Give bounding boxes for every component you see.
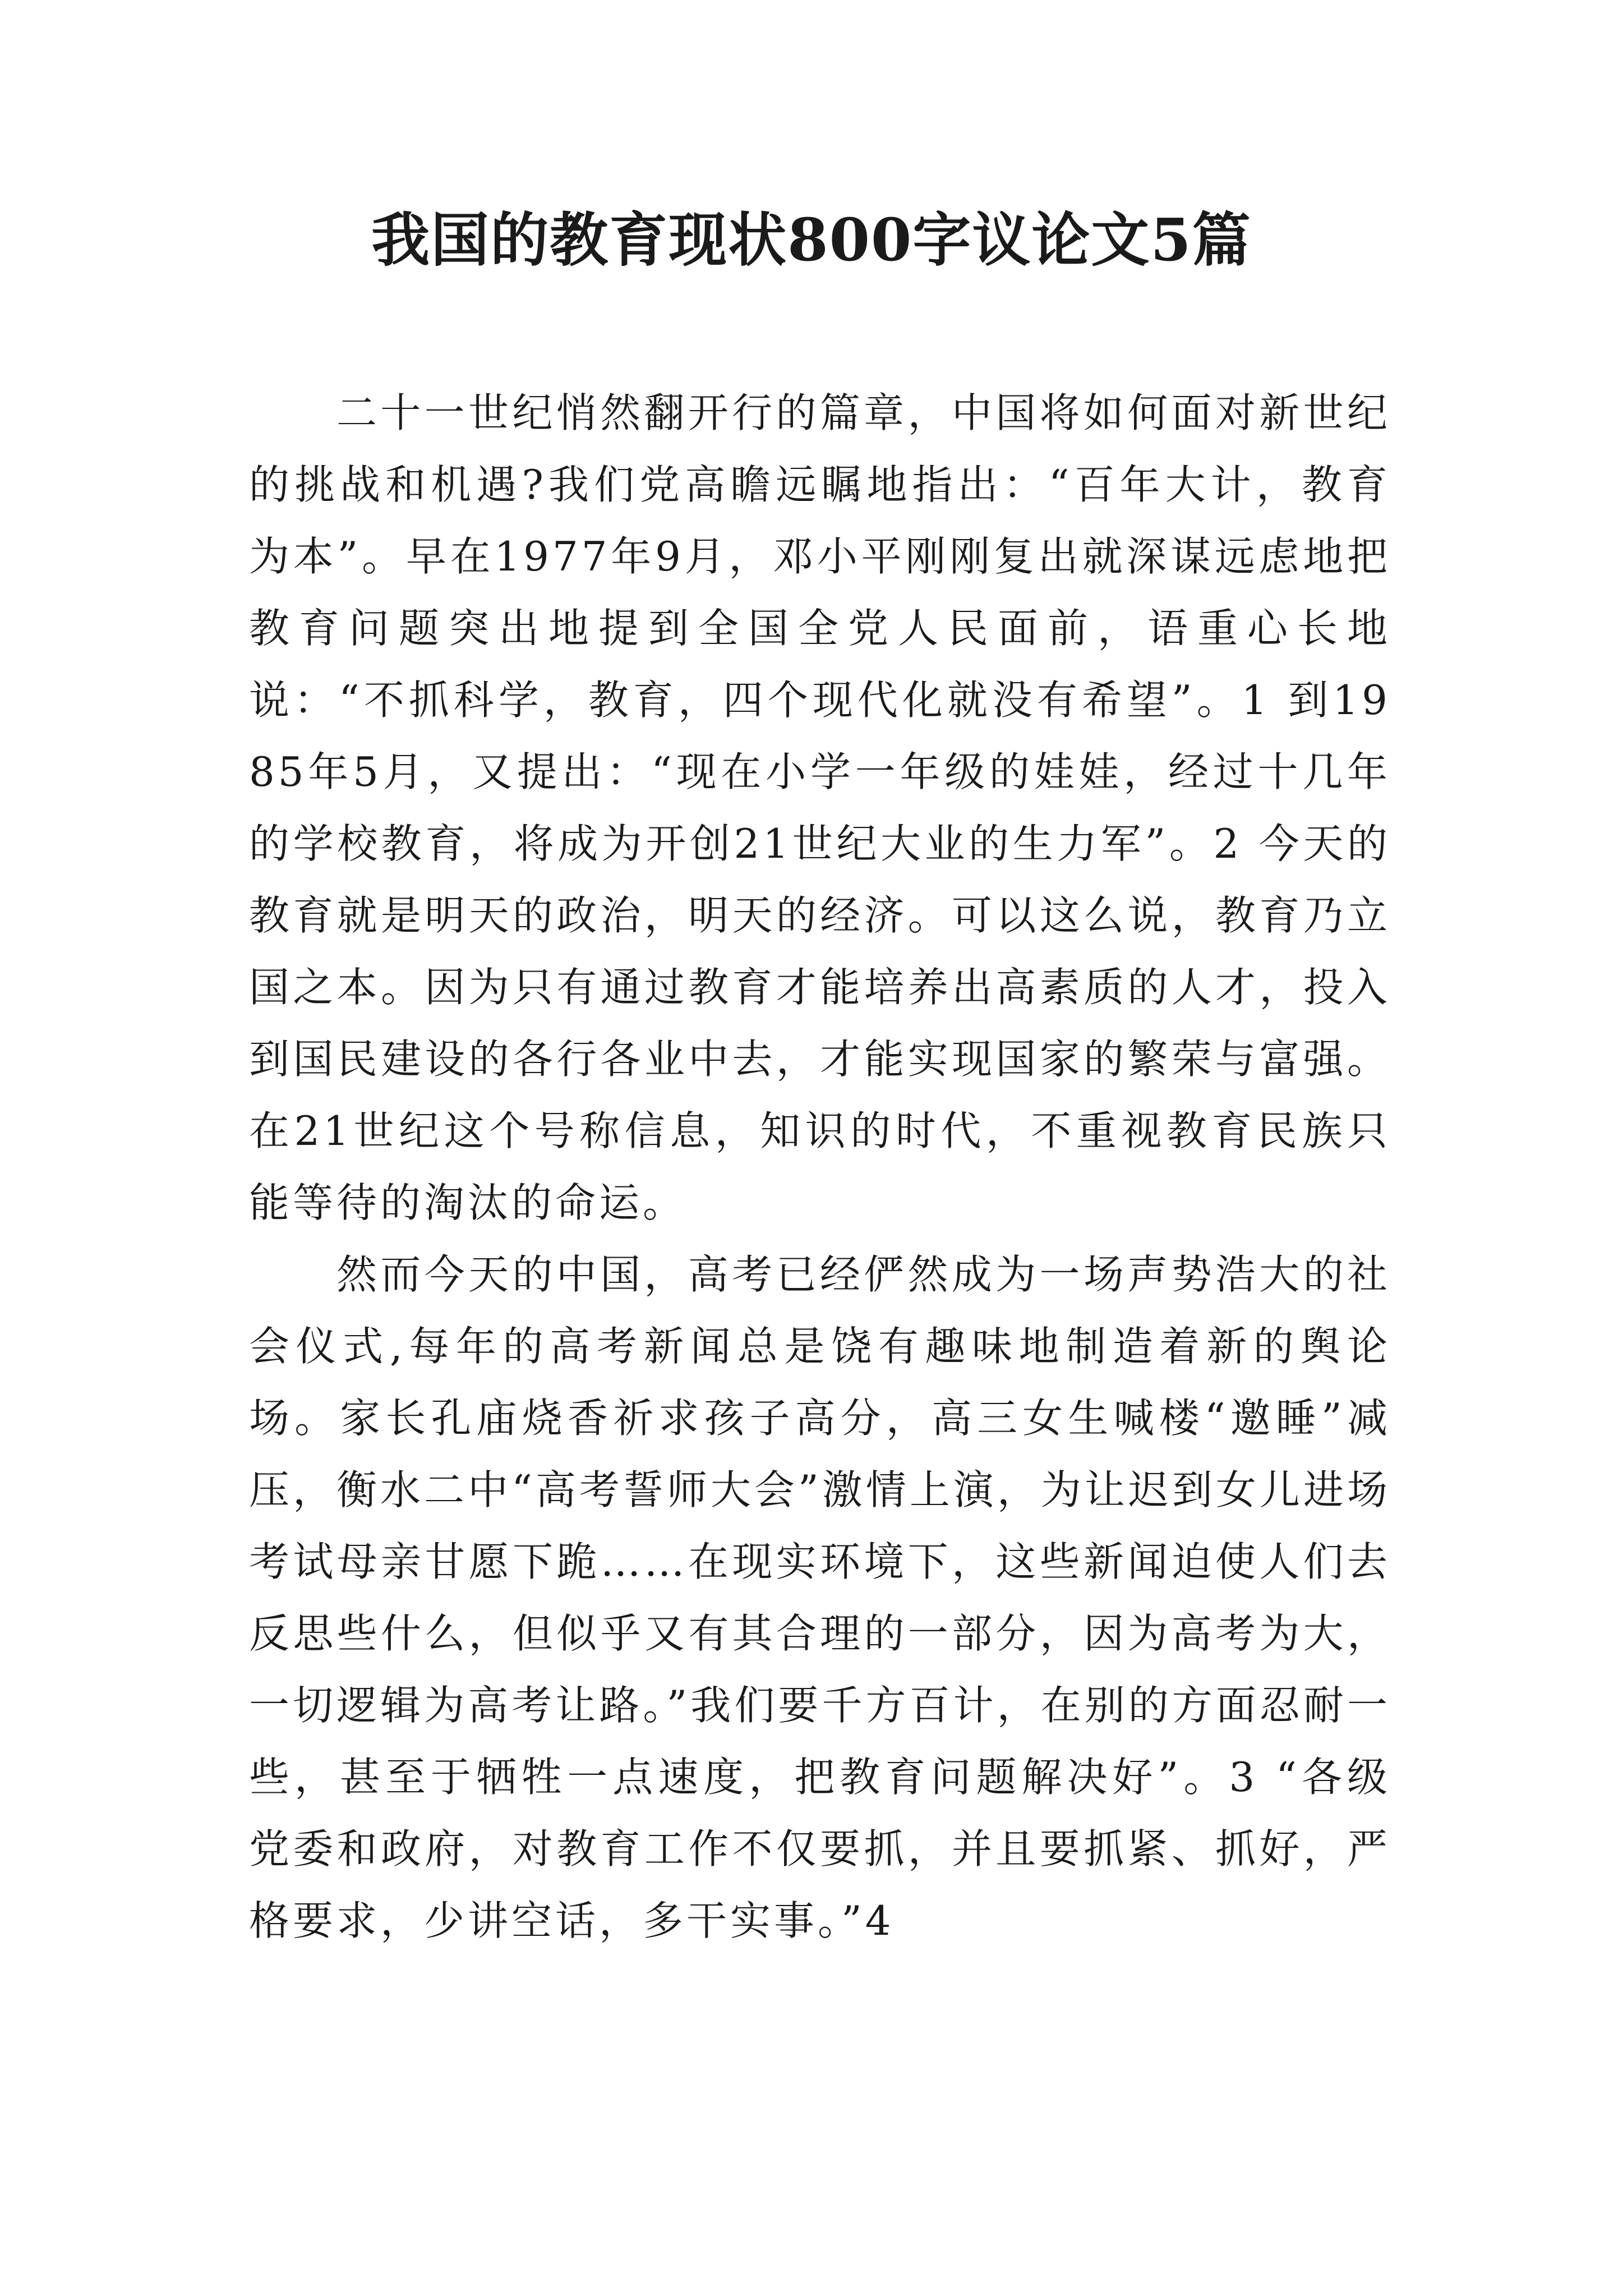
document-body	[249, 377, 1391, 1957]
paragraph-2: 然而今天的中国，高考已经俨然成为一场声势浩大的社会仪式,每年的高考新闻总是饶有趣味地制造着新的舆论场。家长孔庙烧香祈求孩子高分，高三女生喊楼“邀睡”减压，衡水二中“高考誓师大会”激情上演，为让迟到女儿进场考试母亲甘愿下跪……在现实环境下，这些新闻迫使人们去反思些什么，但似乎又有其合理的一部分，因为高考为大，一切逻辑为高考让路。”我们要千方百计，在别的方面忍耐一些，甚至于牺牲一点速度，把教育问题解决好”。3 “各级党委和政府，对教育工作不仅要抓，并且要抓紧、抓好，严格要求，少讲空话，多干实事。”4	[249, 1251, 1391, 1944]
document-title: 我国的教育现状800字议论文5篇	[371, 205, 1252, 274]
paragraph-1: 二十一世纪悄然翻开行的篇章，中国将如何面对新世纪的挑战和机遇?我们党高瞻远瞩地指出：“百年大计，教育为本”。早在1977年9月，邓小平刚刚复出就深谋远虑地把教育问题突出地提到全国全党人民面前，语重心长地说：“不抓科学，教育，四个现代化就没有希望”。1 到1985年5月，又提出：“现在小学一年级的娃娃，经过十几年的学校教育，将成为开创21世纪大业的生力军”。2 今天的教育就是明天的政治，明天的经济。可以这么说，教育乃立国之本。因为只有通过教育才能培养出高素质的人才，投入到国民建设的各行各业中去，才能实现国家的繁荣与富强。在21世纪这个号称信息，知识的时代，不重视教育民族只能等待的淘汰的命运。	[249, 389, 1391, 1226]
